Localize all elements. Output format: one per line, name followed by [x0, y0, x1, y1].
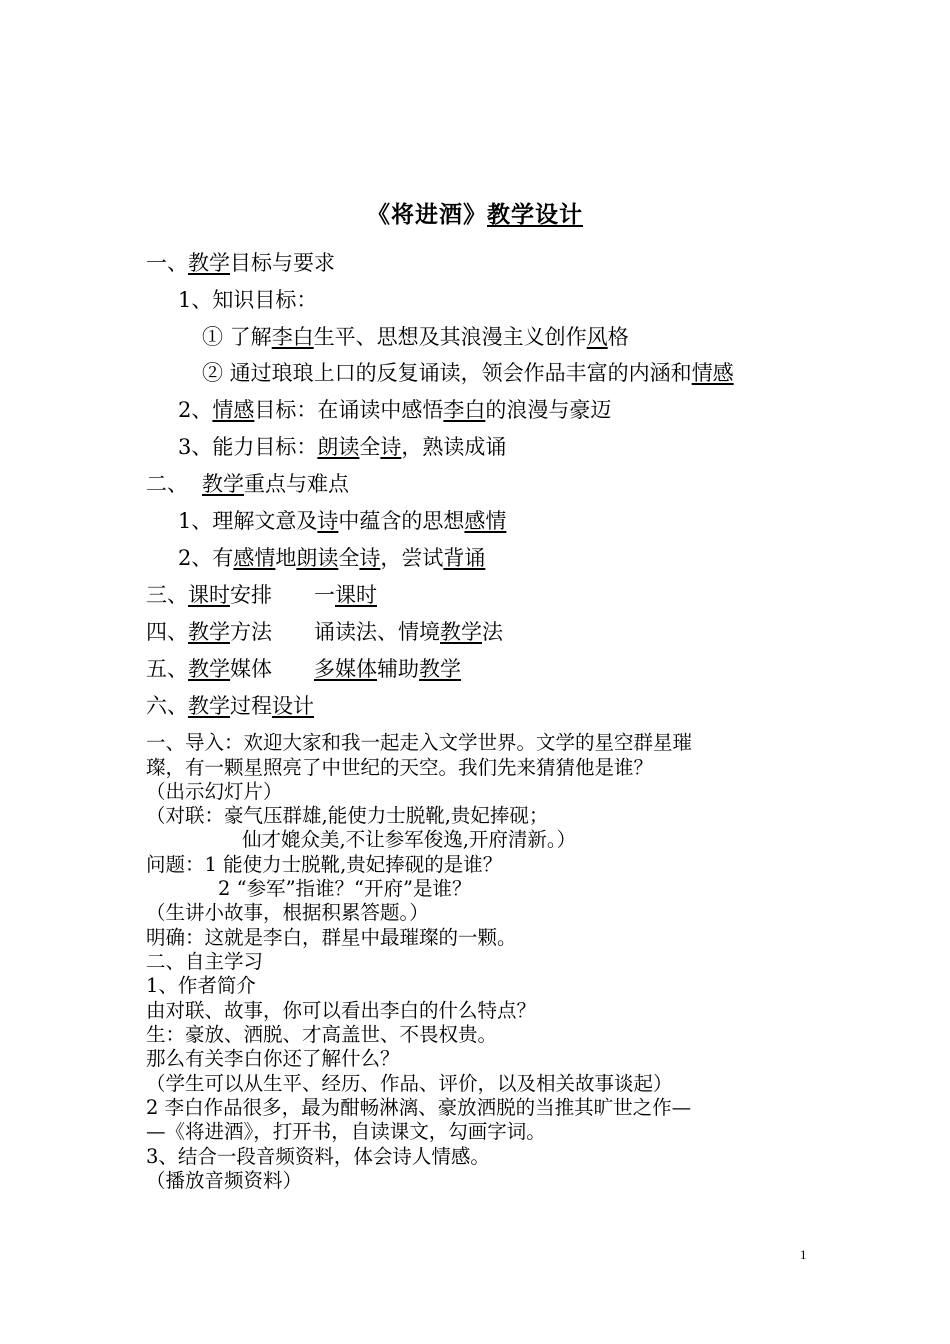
body-line: —《将进酒》，打开书，自读课文，勾画字词。 — [146, 1120, 546, 1143]
emotion-goal: 2、情感目标：在诵读中感悟李白的浪漫与豪迈 — [178, 398, 612, 422]
body-line: 二、自主学习 — [146, 950, 264, 973]
body-line: 生：豪放、洒脱、才高盖世、不畏权贵。 — [146, 1023, 498, 1046]
body-line: （生讲小故事，根据积累答题。） — [146, 901, 429, 924]
title-text: 《将进酒》 — [367, 202, 487, 228]
title-underlined-text: 教学设计 — [487, 202, 583, 228]
body-line: 由对联、故事，你可以看出李白的什么特点？ — [146, 999, 537, 1022]
ability-goal: 3、能力目标：朗读全诗，熟读成诵 — [178, 435, 507, 459]
section-5-heading: 五、教学媒体 多媒体辅助教学 — [146, 657, 461, 681]
page-number: 1 — [800, 1247, 807, 1262]
body-line: （学生可以从生平、经历、作品、评价，以及相关故事谈起） — [146, 1072, 673, 1095]
section-3-heading: 三、课时安排 一课时 — [146, 583, 377, 607]
key-point-2: 2、有感情地朗读全诗，尝试背诵 — [178, 546, 486, 570]
key-point-1: 1、理解文意及诗中蕴含的思想感情 — [178, 509, 507, 533]
body-line: 问题：1 能使力士脱靴,贵妃捧砚的是谁？ — [146, 853, 503, 876]
body-line: 明确：这就是李白，群星中最璀璨的一颗。 — [146, 926, 517, 949]
body-line: 那么有关李白你还了解什么？ — [146, 1047, 400, 1070]
body-line: 仙才媲众美,不让参军俊逸,开府清新。） — [242, 828, 577, 851]
section-6-heading: 六、教学过程设计 — [146, 694, 314, 718]
body-line: 1、作者简介 — [146, 974, 256, 997]
section-4-heading: 四、教学方法 诵读法、情境教学法 — [146, 620, 503, 644]
document-title — [0, 196, 950, 229]
body-line: （出示幻灯片） — [146, 780, 283, 803]
body-line: （播放音频资料） — [146, 1169, 303, 1192]
body-line: 3、结合一段音频资料，体会诗人情感。 — [146, 1145, 490, 1168]
section-2-heading: 二、 教学重点与难点 — [146, 472, 349, 496]
body-line: 一、导入：欢迎大家和我一起走入文学世界。文学的星空群星璀 — [146, 731, 693, 754]
knowledge-goal-item-2: ② 通过琅琅上口的反复诵读，领会作品丰富的内涵和情感 — [202, 361, 734, 385]
knowledge-goal-heading: 1、知识目标： — [178, 288, 318, 312]
section-1-heading: 一、教学目标与要求 — [146, 251, 335, 275]
body-line: 璨，有一颗星照亮了中世纪的天空。我们先来猜猜他是谁？ — [146, 756, 654, 779]
body-line: 2 李白作品很多，最为酣畅淋漓、豪放洒脱的当推其旷世之作— — [146, 1096, 692, 1119]
knowledge-goal-item-1: ① 了解李白生平、思想及其浪漫主义创作风格 — [202, 325, 629, 349]
body-line: 2 “参军”指谁？“开府”是谁？ — [218, 877, 472, 900]
body-line: （对联：豪气压群雄,能使力士脱靴,贵妃捧砚； — [146, 804, 549, 827]
